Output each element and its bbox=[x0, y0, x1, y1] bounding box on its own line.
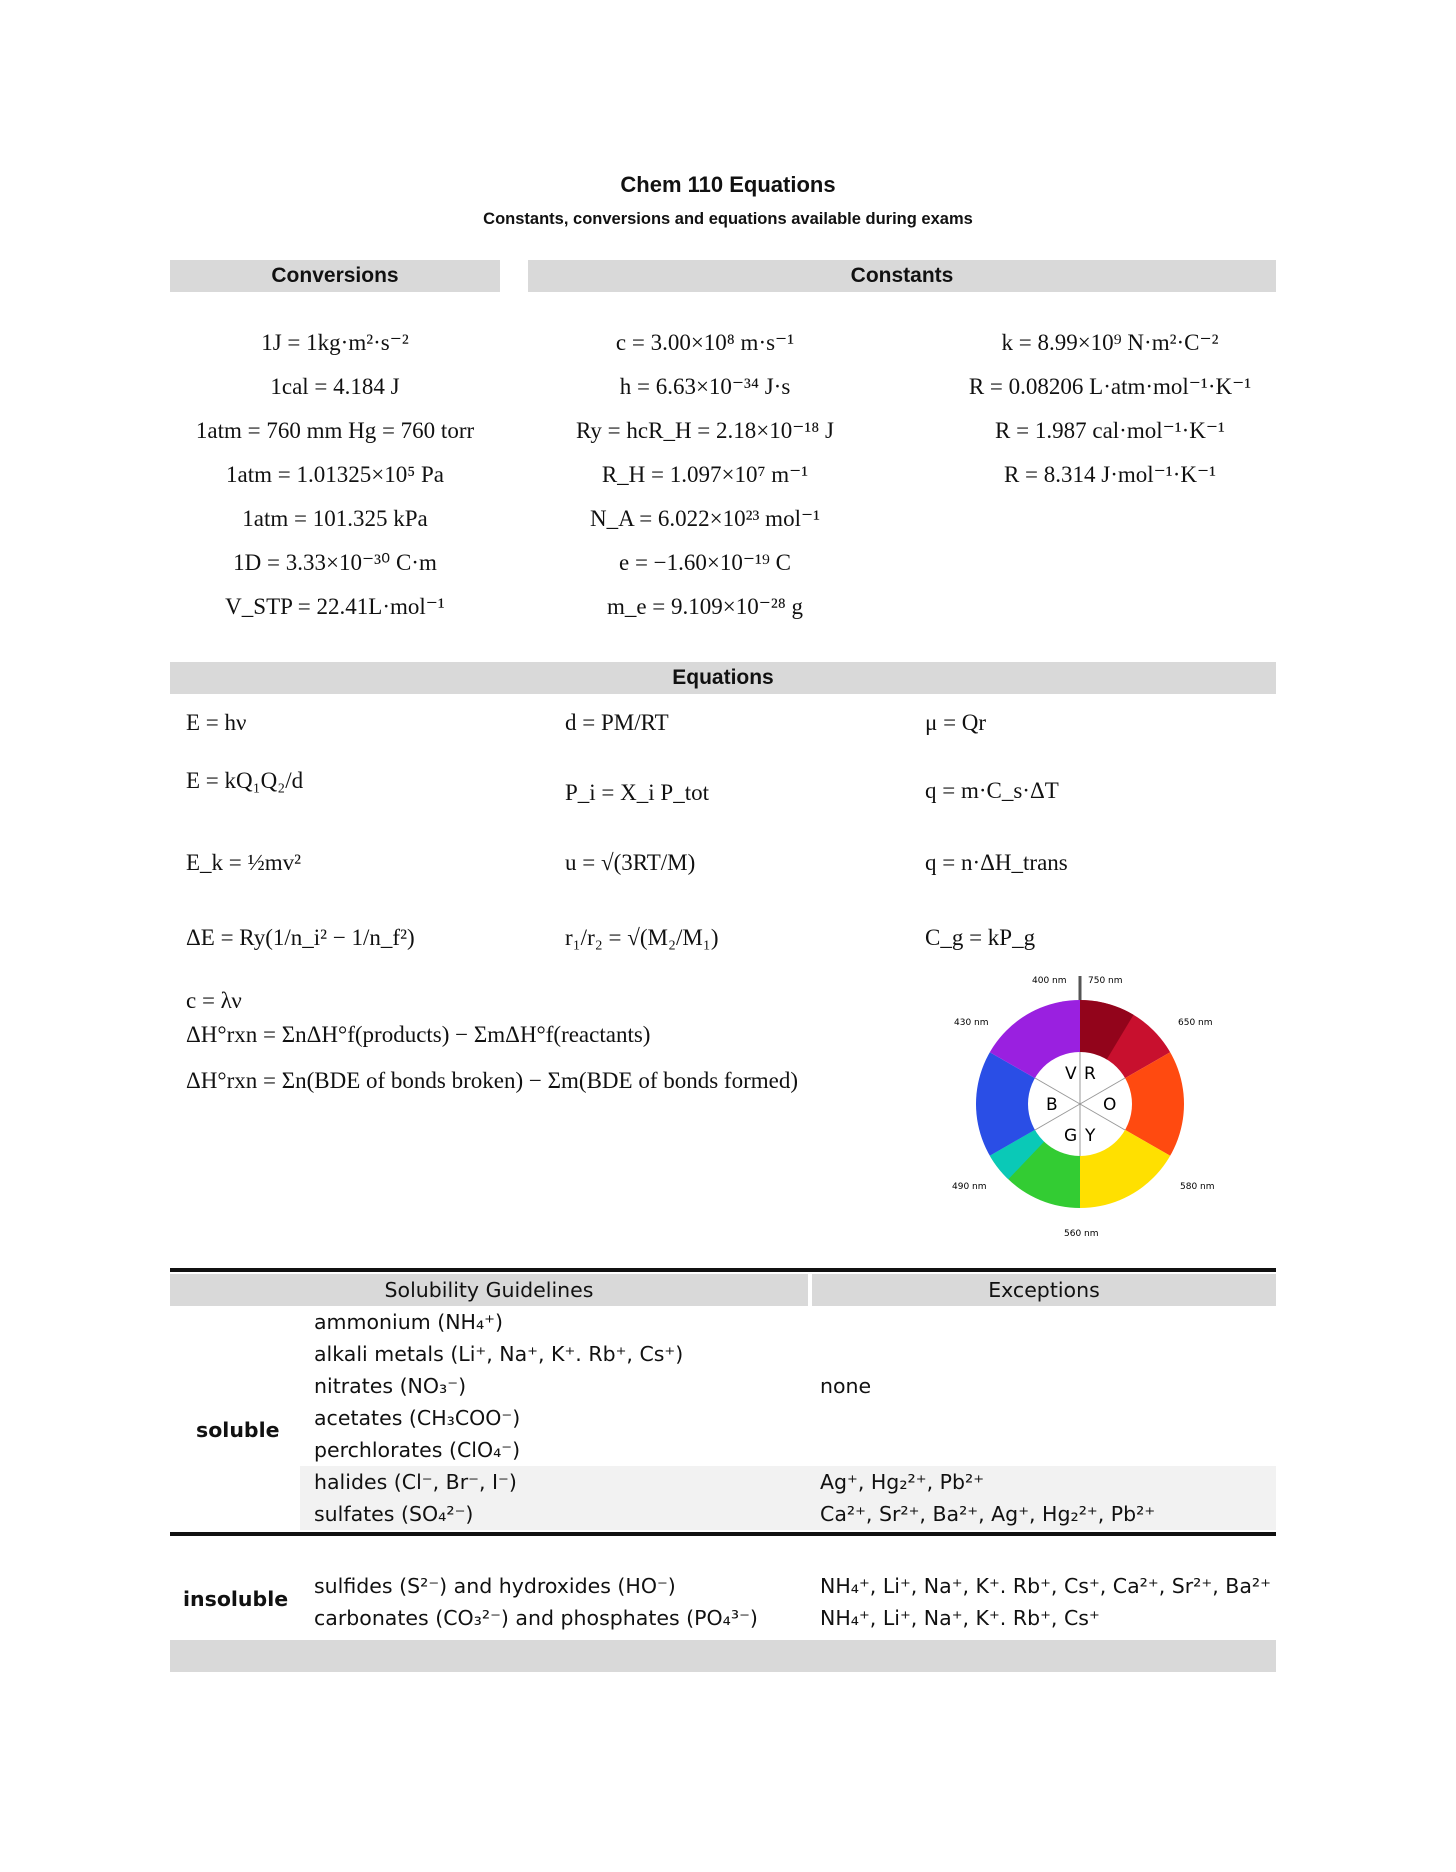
soluble-row-alkali: alkali metals (Li⁺, Na⁺, K⁺. Rb⁺, Cs⁺) bbox=[314, 1342, 684, 1366]
eq-coulomb: E = kQ₁Q₂/d bbox=[186, 768, 304, 793]
wheel-label-400: 400 nm bbox=[1032, 976, 1067, 986]
eq-photon-energy: E = hν bbox=[186, 710, 247, 735]
wheel-letter-v: V bbox=[1065, 1064, 1077, 1084]
constants-list-1 bbox=[540, 330, 870, 638]
wheel-letter-y: Y bbox=[1085, 1126, 1096, 1146]
eq-c-lambda-nu: c = λν bbox=[186, 988, 242, 1013]
soluble-row-acetates: acetates (CH₃COO⁻) bbox=[314, 1406, 521, 1430]
constant-r-j: R = 8.314 J·mol⁻¹·K⁻¹ bbox=[1003, 462, 1217, 487]
eq-dipole: μ = Qr bbox=[925, 710, 987, 735]
eq-transition-heat: q = n·ΔH_trans bbox=[925, 850, 1068, 875]
insoluble-label: insoluble bbox=[183, 1587, 289, 1611]
eq-rydberg: ΔE = Ry(1/n_i² − 1/n_f²) bbox=[186, 925, 415, 950]
table-bottom-band bbox=[170, 1640, 1276, 1672]
constants-list-2 bbox=[940, 330, 1280, 506]
conversion-atm-kpa: 1atm = 101.325 kPa bbox=[242, 506, 428, 531]
soluble-row-sulfates: sulfates (SO₄²⁻) bbox=[314, 1502, 474, 1526]
table-top-rule bbox=[170, 1268, 1276, 1272]
eq-kinetic: E_k = ½mv² bbox=[186, 850, 302, 875]
constant-r-cal: R = 1.987 cal·mol⁻¹·K⁻¹ bbox=[995, 418, 1225, 443]
sulfates-exceptions: Ca²⁺, Sr²⁺, Ba²⁺, Ag⁺, Hg₂²⁺, Pb²⁺ bbox=[820, 1502, 1156, 1526]
soluble-row-perchlorates: perchlorates (ClO₄⁻) bbox=[314, 1438, 521, 1462]
page-title: Chem 110 Equations bbox=[620, 172, 836, 197]
page-subtitle: Constants, conversions and equations available during exams bbox=[483, 210, 973, 228]
soluble-row-halides: halides (Cl⁻, Br⁻, I⁻) bbox=[314, 1470, 517, 1494]
constant-k: k = 8.99×10⁹ N·m²·C⁻² bbox=[1001, 330, 1219, 355]
wheel-letter-r: R bbox=[1084, 1064, 1096, 1084]
wheel-label-560: 560 nm bbox=[1064, 1229, 1099, 1238]
exceptions-header: Exceptions bbox=[812, 1274, 1276, 1306]
conversion-atm-torr: 1atm = 760 mm Hg = 760 torr bbox=[195, 418, 475, 443]
constant-rh: R_H = 1.097×10⁷ m⁻¹ bbox=[601, 462, 809, 487]
solubility-header: Solubility Guidelines bbox=[170, 1274, 808, 1306]
conversion-joule: 1J = 1kg·m²·s⁻² bbox=[261, 330, 409, 355]
constant-na: N_A = 6.022×10²³ mol⁻¹ bbox=[590, 506, 820, 531]
conversion-debye: 1D = 3.33×10⁻³⁰ C·m bbox=[233, 550, 437, 575]
color-wheel bbox=[940, 968, 1220, 1238]
insoluble-row-carbonates: carbonates (CO₃²⁻) and phosphates (PO₄³⁻) bbox=[314, 1606, 758, 1630]
eq-hess-law: ΔH°rxn = ΣnΔH°f(products) − ΣmΔH°f(reactants) bbox=[186, 1022, 651, 1047]
wheel-label-430: 430 nm bbox=[954, 1018, 989, 1028]
wheel-label-490: 490 nm bbox=[952, 1182, 987, 1192]
conversions-header: Conversions bbox=[170, 260, 500, 292]
soluble-exception-none: none bbox=[820, 1374, 872, 1398]
wheel-letter-b: B bbox=[1046, 1095, 1058, 1115]
equations-header: Equations bbox=[170, 662, 1276, 694]
constant-me: m_e = 9.109×10⁻²⁸ g bbox=[606, 594, 804, 619]
conversions-list bbox=[170, 330, 500, 638]
constant-e: e = −1.60×10⁻¹⁹ C bbox=[618, 550, 792, 575]
soluble-label: soluble bbox=[196, 1418, 280, 1442]
constant-r-atm: R = 0.08206 L·atm·mol⁻¹·K⁻¹ bbox=[968, 374, 1252, 399]
wheel-label-580: 580 nm bbox=[1180, 1182, 1215, 1192]
sulfides-exceptions: NH₄⁺, Li⁺, Na⁺, K⁺. Rb⁺, Cs⁺, Ca²⁺, Sr²⁺, Ba²⁺ bbox=[820, 1574, 1271, 1598]
insoluble-row-sulfides: sulfides (S²⁻) and hydroxides (HO⁻) bbox=[314, 1574, 676, 1598]
conversion-calorie: 1cal = 4.184 J bbox=[270, 374, 400, 399]
soluble-row-ammonium: ammonium (NH₄⁺) bbox=[314, 1310, 503, 1334]
wheel-letter-g: G bbox=[1064, 1126, 1078, 1146]
eq-bond-enthalpy: ΔH°rxn = Σn(BDE of bonds broken) − Σm(BDE of bonds formed) bbox=[186, 1068, 799, 1093]
halides-exceptions: Ag⁺, Hg₂²⁺, Pb²⁺ bbox=[820, 1470, 985, 1494]
constant-c: c = 3.00×10⁸ m·s⁻¹ bbox=[615, 330, 795, 355]
carbonates-exceptions: NH₄⁺, Li⁺, Na⁺, K⁺. Rb⁺, Cs⁺ bbox=[820, 1606, 1100, 1630]
eq-partial-pressure: P_i = X_i P_tot bbox=[565, 780, 709, 805]
table-mid-rule bbox=[170, 1532, 1276, 1536]
eq-heat: q = m·C_s·ΔT bbox=[925, 778, 1059, 803]
wheel-label-650: 650 nm bbox=[1178, 1018, 1213, 1028]
constant-ry: Ry = hcR_H = 2.18×10⁻¹⁸ J bbox=[576, 418, 834, 443]
wheel-letter-o: O bbox=[1103, 1095, 1117, 1115]
soluble-row-nitrates: nitrates (NO₃⁻) bbox=[314, 1374, 467, 1398]
conversion-vstp: V_STP = 22.41L·mol⁻¹ bbox=[225, 594, 445, 619]
constants-header: Constants bbox=[528, 260, 1276, 292]
wheel-label-750: 750 nm bbox=[1088, 976, 1123, 986]
eq-graham: r₁/r₂ = √(M₂/M₁) bbox=[565, 925, 719, 950]
eq-gas-density: d = PM/RT bbox=[565, 710, 669, 735]
constant-h: h = 6.63×10⁻³⁴ J·s bbox=[619, 374, 791, 399]
eq-henry: C_g = kP_g bbox=[925, 925, 1036, 950]
conversion-atm-pa: 1atm = 1.01325×10⁵ Pa bbox=[226, 462, 444, 487]
eq-rms-speed: u = √(3RT/M) bbox=[565, 850, 696, 875]
